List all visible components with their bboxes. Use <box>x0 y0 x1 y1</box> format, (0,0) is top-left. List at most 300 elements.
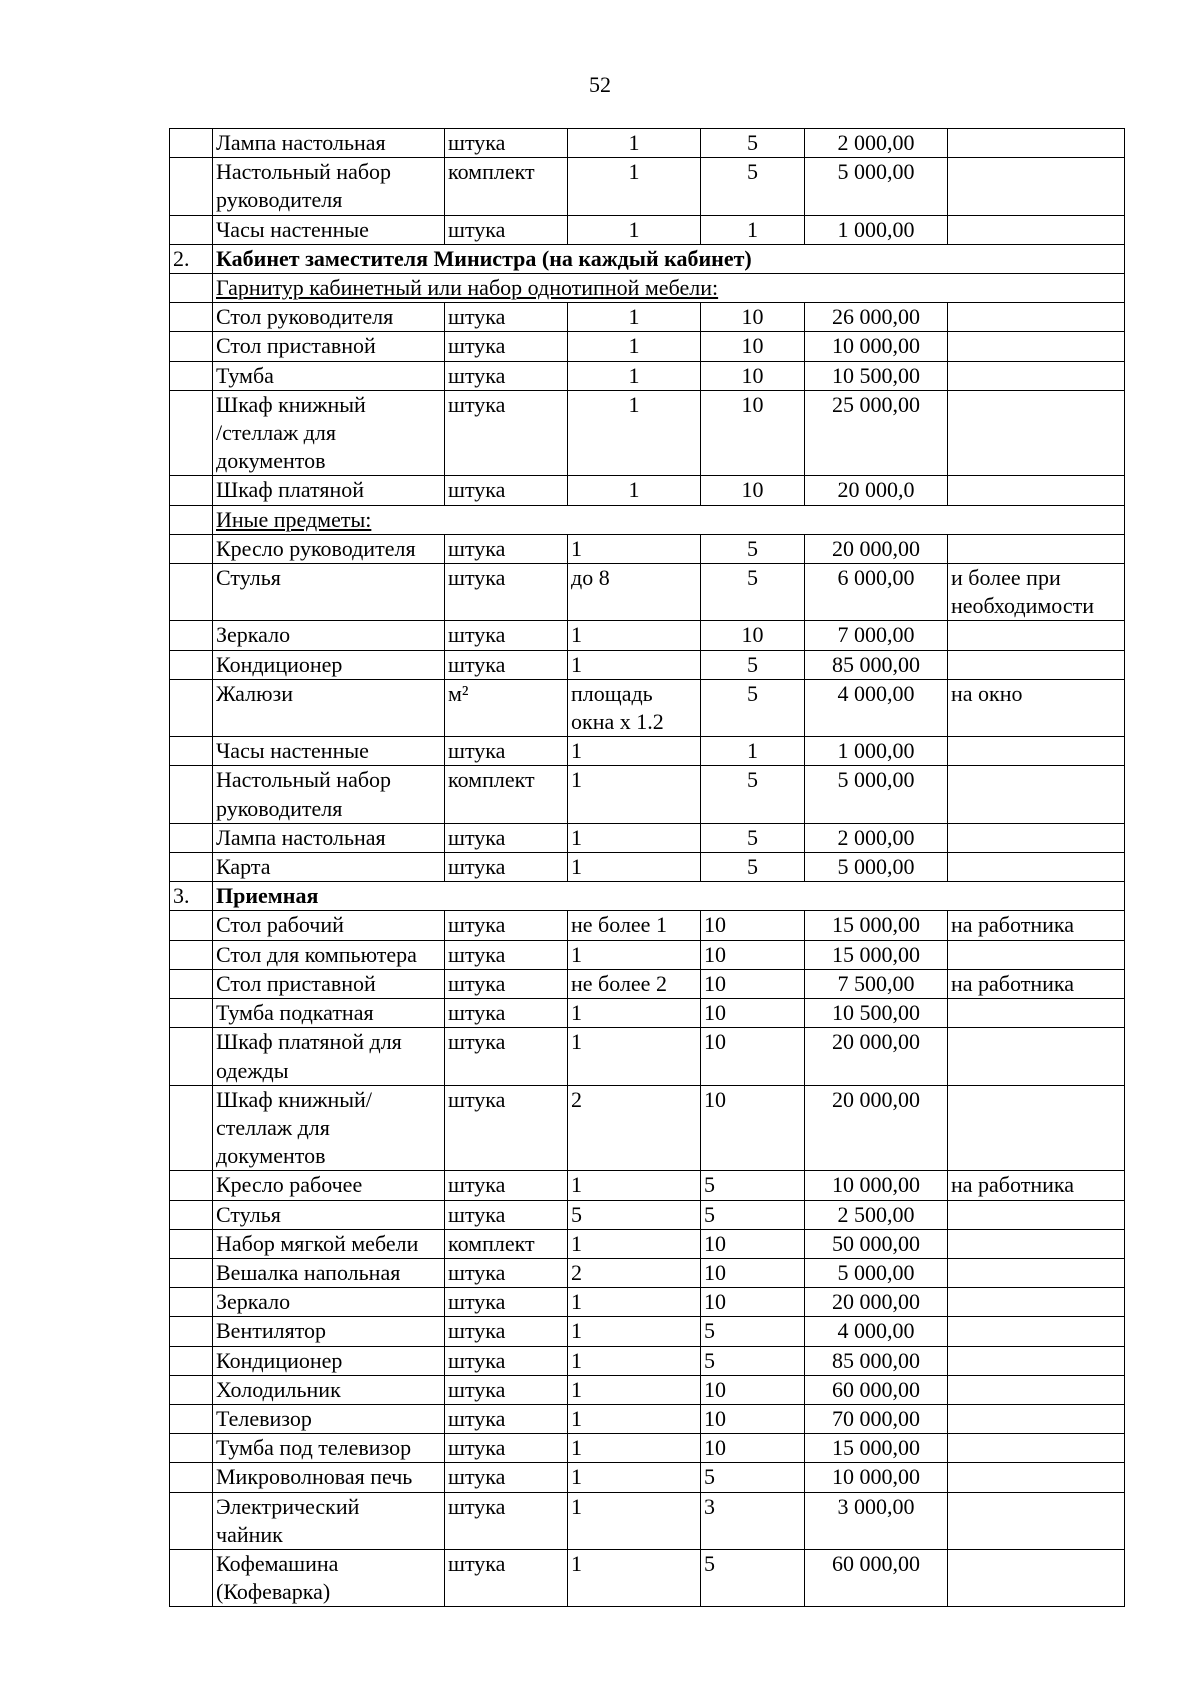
item-unit <box>445 361 568 390</box>
table-row <box>170 1346 1125 1375</box>
item-unit-text: штука <box>448 651 506 677</box>
item-name-text: Стол приставной <box>216 970 376 996</box>
item-price-text: 5 000,00 <box>837 767 915 793</box>
item-unit-text: штука <box>448 1435 506 1461</box>
item-quantity-text: 1 <box>628 216 640 242</box>
item-price-text: 5 000,00 <box>837 1259 915 1285</box>
section-number <box>170 882 213 911</box>
item-price <box>805 621 948 650</box>
item-unit <box>445 215 568 244</box>
item-service-years <box>701 1549 805 1606</box>
item-service-years <box>701 1200 805 1229</box>
item-note <box>948 1463 1125 1492</box>
item-unit-text: штука <box>448 1289 506 1315</box>
item-quantity <box>568 621 701 650</box>
item-price <box>805 361 948 390</box>
item-price <box>805 158 948 215</box>
item-quantity-text: 2 <box>571 1259 582 1285</box>
item-service-years-text: 3 <box>704 1493 715 1519</box>
item-service-years <box>701 1229 805 1258</box>
item-service-years <box>701 1404 805 1433</box>
table-row <box>170 969 1125 998</box>
table-row <box>170 1028 1125 1085</box>
item-unit <box>445 303 568 332</box>
item-unit <box>445 1028 568 1085</box>
item-unit <box>445 621 568 650</box>
item-price <box>805 1317 948 1346</box>
item-note-text: на работника <box>951 912 1074 938</box>
item-unit-text: штука <box>448 854 506 880</box>
row-number-cell <box>170 940 213 969</box>
item-name <box>213 766 445 823</box>
row-number-cell <box>170 534 213 563</box>
item-name-text: Стол руководителя <box>216 304 394 330</box>
item-quantity-text: 1 <box>628 304 640 330</box>
item-name <box>213 737 445 766</box>
item-name <box>213 1317 445 1346</box>
table-row <box>170 1085 1125 1171</box>
item-note <box>948 1171 1125 1200</box>
item-unit <box>445 650 568 679</box>
item-price <box>805 766 948 823</box>
row-number-cell <box>170 1200 213 1229</box>
item-price-text: 20 000,00 <box>832 535 920 561</box>
row-number-cell <box>170 476 213 505</box>
section-number-text: 3. <box>173 883 190 909</box>
row-number-cell <box>170 911 213 940</box>
table-row <box>170 1171 1125 1200</box>
item-quantity-text: 1 <box>571 1464 582 1490</box>
item-name-text: Тумба под телевизор <box>216 1435 412 1461</box>
item-unit <box>445 911 568 940</box>
item-unit <box>445 1171 568 1200</box>
item-price-text: 5 000,00 <box>837 854 915 880</box>
item-note-text: и более при необходимости <box>951 565 1095 619</box>
item-price-text: 25 000,00 <box>832 391 920 417</box>
item-service-years-text: 10 <box>704 970 726 996</box>
item-quantity-text: 1 <box>571 1000 582 1026</box>
item-service-years-text: 10 <box>741 477 764 503</box>
item-service-years-text: 5 <box>747 535 758 561</box>
subheading-row <box>170 274 1125 303</box>
item-name <box>213 534 445 563</box>
item-unit <box>445 1288 568 1317</box>
item-quantity-text: площадь окна х 1.2 <box>571 680 664 735</box>
item-name-text: Кофемашина (Кофеварка) <box>216 1550 339 1605</box>
item-quantity-text: 1 <box>571 622 582 648</box>
table-row <box>170 999 1125 1028</box>
item-note <box>948 1404 1125 1433</box>
item-service-years-text: 5 <box>747 854 758 880</box>
row-number-cell <box>170 332 213 361</box>
item-name <box>213 1229 445 1258</box>
item-service-years-text: 10 <box>704 1230 726 1256</box>
item-quantity <box>568 158 701 215</box>
item-note <box>948 476 1125 505</box>
item-name <box>213 390 445 476</box>
item-service-years-text: 10 <box>704 1376 726 1402</box>
item-name-text: Настольный набор руководителя <box>216 159 392 213</box>
item-unit-text: штука <box>448 824 506 850</box>
item-name <box>213 303 445 332</box>
item-unit-text: штука <box>448 1493 506 1519</box>
item-name <box>213 911 445 940</box>
row-number-cell <box>170 766 213 823</box>
item-unit-text: штука <box>448 130 506 155</box>
item-price-text: 1 000,00 <box>837 216 915 242</box>
item-price-text: 4 000,00 <box>837 1318 915 1344</box>
item-quantity <box>568 1171 701 1200</box>
item-unit <box>445 1085 568 1171</box>
item-unit <box>445 1200 568 1229</box>
item-price-text: 7 000,00 <box>837 622 915 648</box>
item-service-years-text: 5 <box>747 824 758 850</box>
item-name <box>213 1492 445 1549</box>
item-price <box>805 1346 948 1375</box>
item-service-years <box>701 1434 805 1463</box>
item-quantity <box>568 534 701 563</box>
item-quantity <box>568 1463 701 1492</box>
item-note <box>948 911 1125 940</box>
section-title <box>213 244 1125 273</box>
item-service-years <box>701 476 805 505</box>
item-unit <box>445 679 568 736</box>
item-unit-text: штука <box>448 1000 506 1026</box>
item-service-years-text: 10 <box>704 1405 726 1431</box>
item-price <box>805 911 948 940</box>
row-number-cell <box>170 303 213 332</box>
item-name-text: Карта <box>216 854 271 880</box>
item-unit-text: штука <box>448 1172 506 1198</box>
item-quantity <box>568 823 701 852</box>
item-price-text: 6 000,00 <box>837 565 915 591</box>
item-note <box>948 158 1125 215</box>
item-note <box>948 215 1125 244</box>
table-row <box>170 650 1125 679</box>
item-quantity-text: 1 <box>571 824 582 850</box>
row-number-cell <box>170 621 213 650</box>
item-name-text: Телевизор <box>216 1405 312 1431</box>
item-note <box>948 390 1125 476</box>
row-number-cell <box>170 129 213 158</box>
table-row <box>170 1288 1125 1317</box>
item-price <box>805 332 948 361</box>
item-price <box>805 1375 948 1404</box>
table-row <box>170 621 1125 650</box>
item-price <box>805 1463 948 1492</box>
item-quantity-text: 1 <box>628 130 640 155</box>
item-service-years <box>701 129 805 158</box>
item-unit <box>445 1463 568 1492</box>
item-name-text: Тумба подкатная <box>216 1000 374 1026</box>
subheading-title <box>213 274 1125 303</box>
item-name-text: Жалюзи <box>216 680 293 706</box>
item-name-text: Часы настенные <box>216 216 369 242</box>
item-unit <box>445 940 568 969</box>
item-unit-text: штука <box>448 1376 506 1402</box>
item-price-text: 10 000,00 <box>832 1172 920 1198</box>
item-name <box>213 1404 445 1433</box>
item-price-text: 85 000,00 <box>832 651 920 677</box>
item-service-years <box>701 564 805 621</box>
item-service-years <box>701 303 805 332</box>
item-quantity-text: 1 <box>571 1230 582 1256</box>
item-service-years <box>701 940 805 969</box>
item-price <box>805 476 948 505</box>
item-unit-text: комплект <box>448 767 535 793</box>
item-price-text: 7 500,00 <box>837 970 915 996</box>
row-number-cell <box>170 1317 213 1346</box>
item-unit-text: штука <box>448 565 506 591</box>
item-price <box>805 969 948 998</box>
item-service-years-text: 10 <box>741 391 764 417</box>
item-price <box>805 940 948 969</box>
item-name-text: Электрический чайник <box>216 1493 360 1547</box>
item-quantity <box>568 215 701 244</box>
item-name-text: Тумба <box>216 362 274 388</box>
item-name-text: Микроволновая печь <box>216 1464 413 1490</box>
item-service-years <box>701 650 805 679</box>
row-number-cell <box>170 215 213 244</box>
item-quantity-text: 1 <box>571 1172 582 1198</box>
item-service-years-text: 10 <box>704 1086 726 1112</box>
item-service-years-text: 5 <box>704 1550 715 1576</box>
item-unit <box>445 1492 568 1549</box>
item-unit <box>445 476 568 505</box>
item-unit-text: штука <box>448 941 506 967</box>
item-unit <box>445 1375 568 1404</box>
item-price <box>805 1258 948 1287</box>
item-service-years <box>701 534 805 563</box>
item-note-text: на работника <box>951 970 1074 996</box>
row-number-cell <box>170 1028 213 1085</box>
item-name-text: Стулья <box>216 1201 281 1227</box>
item-service-years-text: 5 <box>704 1201 715 1227</box>
item-price-text: 2 000,00 <box>837 130 915 155</box>
item-unit <box>445 766 568 823</box>
item-service-years-text: 1 <box>747 738 758 764</box>
item-quantity-text: 1 <box>571 651 582 677</box>
item-quantity-text: 1 <box>571 767 582 793</box>
item-unit <box>445 1346 568 1375</box>
item-note <box>948 999 1125 1028</box>
item-name-text: Кресло руководителя <box>216 535 416 561</box>
row-number-cell <box>170 1085 213 1171</box>
item-unit <box>445 158 568 215</box>
row-number-cell <box>170 158 213 215</box>
item-name-text: Лампа настольная <box>216 824 386 850</box>
item-price <box>805 1288 948 1317</box>
item-note <box>948 737 1125 766</box>
item-price-text: 50 000,00 <box>832 1230 920 1256</box>
row-number-cell <box>170 823 213 852</box>
item-name <box>213 853 445 882</box>
item-unit-text: штука <box>448 216 506 242</box>
item-unit-text: штука <box>448 622 506 648</box>
section-number <box>170 244 213 273</box>
item-name <box>213 476 445 505</box>
item-service-years <box>701 1028 805 1085</box>
item-unit <box>445 737 568 766</box>
item-name-text: Зеркало <box>216 622 291 648</box>
item-name <box>213 129 445 158</box>
item-note <box>948 1288 1125 1317</box>
item-note <box>948 1085 1125 1171</box>
section-title-text: Приемная <box>216 883 319 909</box>
item-note <box>948 303 1125 332</box>
item-quantity <box>568 650 701 679</box>
item-name-text: Зеркало <box>216 1289 291 1315</box>
item-name <box>213 1549 445 1606</box>
item-unit-text: штука <box>448 304 506 330</box>
item-note <box>948 650 1125 679</box>
table-row <box>170 1375 1125 1404</box>
item-price-text: 3 000,00 <box>837 1493 915 1519</box>
item-quantity-text: 1 <box>571 1405 582 1431</box>
item-name-text: Лампа настольная <box>216 130 386 155</box>
row-number-cell <box>170 1346 213 1375</box>
item-service-years-text: 5 <box>747 651 758 677</box>
row-number-cell <box>170 999 213 1028</box>
row-number-cell <box>170 361 213 390</box>
item-service-years <box>701 215 805 244</box>
item-service-years <box>701 1375 805 1404</box>
item-service-years <box>701 1288 805 1317</box>
section-row <box>170 244 1125 273</box>
item-service-years-text: 5 <box>747 767 758 793</box>
item-name-text: Настольный набор руководителя <box>216 767 392 821</box>
item-quantity <box>568 853 701 882</box>
item-price-text: 20 000,0 <box>837 477 915 503</box>
item-quantity <box>568 1375 701 1404</box>
item-quantity-text: 5 <box>571 1201 582 1227</box>
item-name <box>213 361 445 390</box>
item-price-text: 5 000,00 <box>837 159 915 185</box>
item-price <box>805 1085 948 1171</box>
item-unit <box>445 1258 568 1287</box>
item-price-text: 60 000,00 <box>832 1550 920 1576</box>
item-quantity <box>568 1200 701 1229</box>
item-unit-text: штука <box>448 1405 506 1431</box>
item-name <box>213 1463 445 1492</box>
item-quantity-text: 1 <box>571 1550 582 1576</box>
item-unit-text: штука <box>448 1347 506 1373</box>
item-service-years-text: 5 <box>704 1318 715 1344</box>
table-row <box>170 476 1125 505</box>
item-price-text: 2 000,00 <box>837 824 915 850</box>
item-price <box>805 303 948 332</box>
item-price-text: 1 000,00 <box>837 738 915 764</box>
section-number-text: 2. <box>173 245 190 271</box>
item-quantity <box>568 969 701 998</box>
subheading-title-text: Иные предметы: <box>216 506 372 532</box>
table-row <box>170 158 1125 215</box>
item-price <box>805 1434 948 1463</box>
item-price-text: 60 000,00 <box>832 1376 920 1402</box>
item-name <box>213 823 445 852</box>
item-quantity <box>568 390 701 476</box>
table-row <box>170 1404 1125 1433</box>
item-note <box>948 332 1125 361</box>
table-row <box>170 1258 1125 1287</box>
item-unit <box>445 564 568 621</box>
item-name <box>213 1200 445 1229</box>
item-price <box>805 1492 948 1549</box>
item-price-text: 70 000,00 <box>832 1405 920 1431</box>
item-price-text: 4 000,00 <box>837 680 915 706</box>
item-quantity <box>568 564 701 621</box>
item-note <box>948 1346 1125 1375</box>
item-note-text: на окно <box>951 680 1023 706</box>
item-quantity <box>568 361 701 390</box>
item-service-years <box>701 1463 805 1492</box>
item-name-text: Шкаф книжный/ стеллаж для документов <box>216 1086 372 1169</box>
item-service-years <box>701 999 805 1028</box>
item-price-text: 20 000,00 <box>832 1029 920 1055</box>
item-unit-text: штука <box>448 1550 506 1576</box>
item-quantity <box>568 1346 701 1375</box>
item-unit-text: штука <box>448 1086 506 1112</box>
item-note <box>948 1200 1125 1229</box>
item-quantity <box>568 911 701 940</box>
item-service-years <box>701 361 805 390</box>
item-note <box>948 564 1125 621</box>
item-price <box>805 215 948 244</box>
item-quantity <box>568 303 701 332</box>
item-quantity <box>568 766 701 823</box>
row-number-cell <box>170 1229 213 1258</box>
table-row <box>170 1229 1125 1258</box>
item-service-years-text: 10 <box>704 1289 726 1315</box>
table-row <box>170 1317 1125 1346</box>
item-service-years-text: 5 <box>747 130 758 155</box>
row-number-cell <box>170 390 213 476</box>
item-name-text: Шкаф книжный /стеллаж для документов <box>216 391 366 474</box>
item-name <box>213 564 445 621</box>
row-number-cell <box>170 505 213 534</box>
item-unit <box>445 853 568 882</box>
item-service-years-text: 10 <box>704 1000 726 1026</box>
item-name <box>213 1028 445 1085</box>
item-price-text: 2 500,00 <box>837 1201 915 1227</box>
item-service-years-text: 10 <box>704 1029 726 1055</box>
item-name <box>213 1375 445 1404</box>
item-unit-text: штука <box>448 477 506 503</box>
item-unit <box>445 129 568 158</box>
item-service-years <box>701 853 805 882</box>
item-quantity-text: 1 <box>628 333 640 359</box>
item-service-years-text: 5 <box>704 1464 715 1490</box>
row-number-cell <box>170 853 213 882</box>
item-name <box>213 332 445 361</box>
item-service-years-text: 10 <box>741 362 764 388</box>
item-quantity-text: не более 2 <box>571 970 667 996</box>
item-service-years-text: 5 <box>704 1172 715 1198</box>
item-name-text: Вентилятор <box>216 1318 327 1344</box>
item-note-text: на работника <box>951 1172 1074 1198</box>
section-row <box>170 882 1125 911</box>
item-quantity-text: 1 <box>571 1347 582 1373</box>
item-unit-text: штука <box>448 912 506 938</box>
item-service-years <box>701 1171 805 1200</box>
item-quantity <box>568 1028 701 1085</box>
item-price <box>805 737 948 766</box>
item-unit-text: комплект <box>448 159 535 185</box>
item-quantity-text: 1 <box>571 1376 582 1402</box>
item-name-text: Шкаф платяной <box>216 477 365 503</box>
table-row <box>170 679 1125 736</box>
item-price-text: 15 000,00 <box>832 941 920 967</box>
